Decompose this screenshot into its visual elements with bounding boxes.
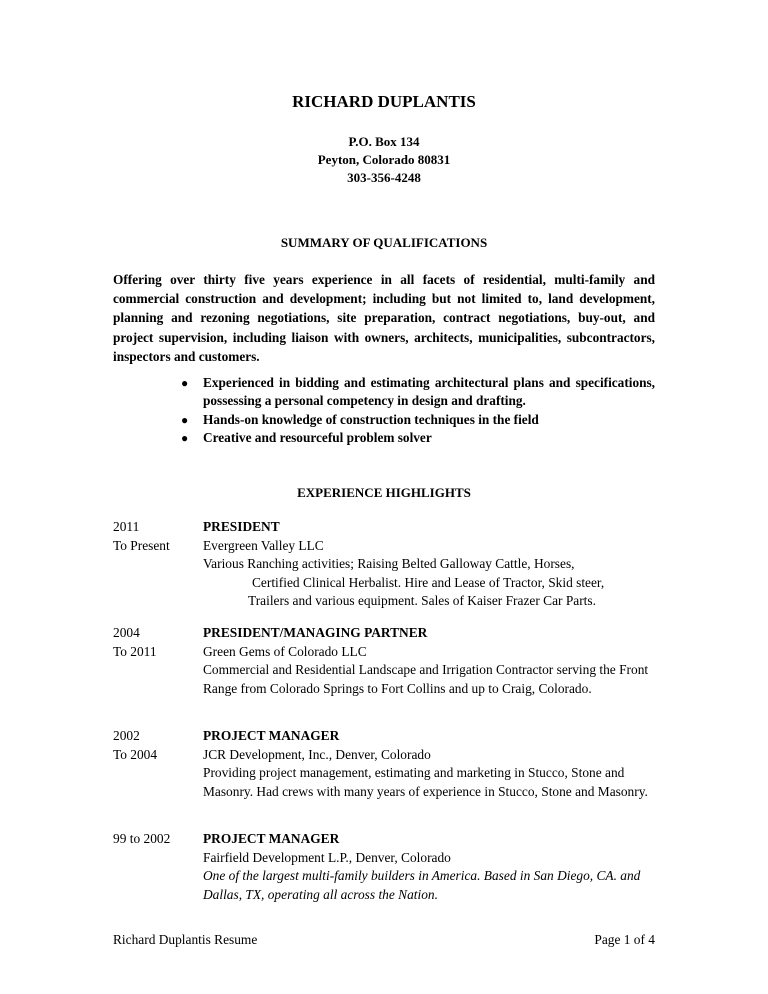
job-start: 99 to 2002 xyxy=(113,831,171,846)
job-start: 2004 xyxy=(113,625,140,640)
bullet-icon: ● xyxy=(181,412,189,427)
applicant-name: RICHARD DUPLANTIS xyxy=(292,92,476,111)
list-item xyxy=(176,374,655,411)
job-end: To 2011 xyxy=(113,643,157,659)
job-dates xyxy=(113,518,201,555)
job-description: Commercial and Residential Landscape and Irrigation Contractor serving the Front Range from Colorado Springs to Fort Collins and up to Craig, Colorado. xyxy=(203,662,649,696)
job-company: Evergreen Valley LLC xyxy=(203,537,324,553)
list-item xyxy=(176,411,655,429)
bullet-text: Hands-on knowledge of construction techniques in the field xyxy=(203,411,539,427)
job-dates xyxy=(113,624,201,661)
job-description-line: Various Ranching activities; Raising Belted Galloway Cattle, Horses, xyxy=(203,556,575,571)
bullet-icon: ● xyxy=(181,431,189,446)
job-start: 2011 xyxy=(113,519,140,534)
qualification-list xyxy=(176,374,655,448)
job-end: To 2004 xyxy=(113,746,158,762)
bullet-text: Creative and resourceful problem solver xyxy=(203,430,432,446)
job-description xyxy=(203,555,655,611)
job-description: Providing project management, estimating and marketing in Stucco, Stone and Masonry. Had crews with many years of experience in Stucco, Stone and Masonry. xyxy=(203,765,648,799)
job-details xyxy=(203,624,655,698)
job-title: PROJECT MANAGER xyxy=(203,831,340,846)
job-start: 2002 xyxy=(113,728,140,743)
address-line-1: P.O. Box 134 xyxy=(348,134,420,149)
job-details xyxy=(203,727,655,801)
job-company: JCR Development, Inc., Denver, Colorado xyxy=(203,746,431,762)
summary-heading: SUMMARY OF QUALIFICATIONS xyxy=(280,235,488,250)
footer-title: Richard Duplantis Resume xyxy=(113,932,258,947)
job-dates xyxy=(113,830,201,849)
job-description-line: Trailers and various equipment. Sales of Kaiser Frazer Car Parts. xyxy=(248,593,596,608)
job-company: Fairfield Development L.P., Denver, Colorado xyxy=(203,849,451,865)
job-description-line: Certified Clinical Herbalist. Hire and Lease of Tractor, Skid steer, xyxy=(252,574,605,590)
list-item xyxy=(176,429,655,447)
bullet-icon: ● xyxy=(181,376,189,390)
job-description: One of the largest multi-family builders in America. Based in San Diego, CA. and Dallas, TX, operating all across the Nation. xyxy=(203,868,641,902)
experience-heading: EXPERIENCE HIGHLIGHTS xyxy=(297,485,471,500)
contact-block xyxy=(0,133,768,187)
job-title: PROJECT MANAGER xyxy=(203,728,340,743)
phone-number: 303-356-4248 xyxy=(347,170,421,185)
job-company: Green Gems of Colorado LLC xyxy=(203,643,367,659)
job-title: PRESIDENT xyxy=(203,519,280,534)
bullet-text: Experienced in bidding and estimating architectural plans and specifications, possessing a personal competency in design and drafting. xyxy=(203,375,655,409)
job-title: PRESIDENT/MANAGING PARTNER xyxy=(203,625,428,640)
job-details xyxy=(203,830,655,904)
page-number: Page 1 of 4 xyxy=(594,932,655,947)
summary-paragraph: Offering over thirty five years experience in all facets of residential, multi-family and commercial construction and development; including but not limited to, land development, planning and rezoning negotiations, site preparation, contract negotiations, buy-out, and project supervision, including liaison with owners, architects, municipalities, subcontractors, inspectors and customers. xyxy=(113,272,655,364)
job-dates xyxy=(113,727,201,764)
job-details xyxy=(203,518,655,611)
address-line-2: Peyton, Colorado 80831 xyxy=(317,152,451,167)
page-footer xyxy=(113,932,655,948)
job-end: To Present xyxy=(113,537,170,553)
